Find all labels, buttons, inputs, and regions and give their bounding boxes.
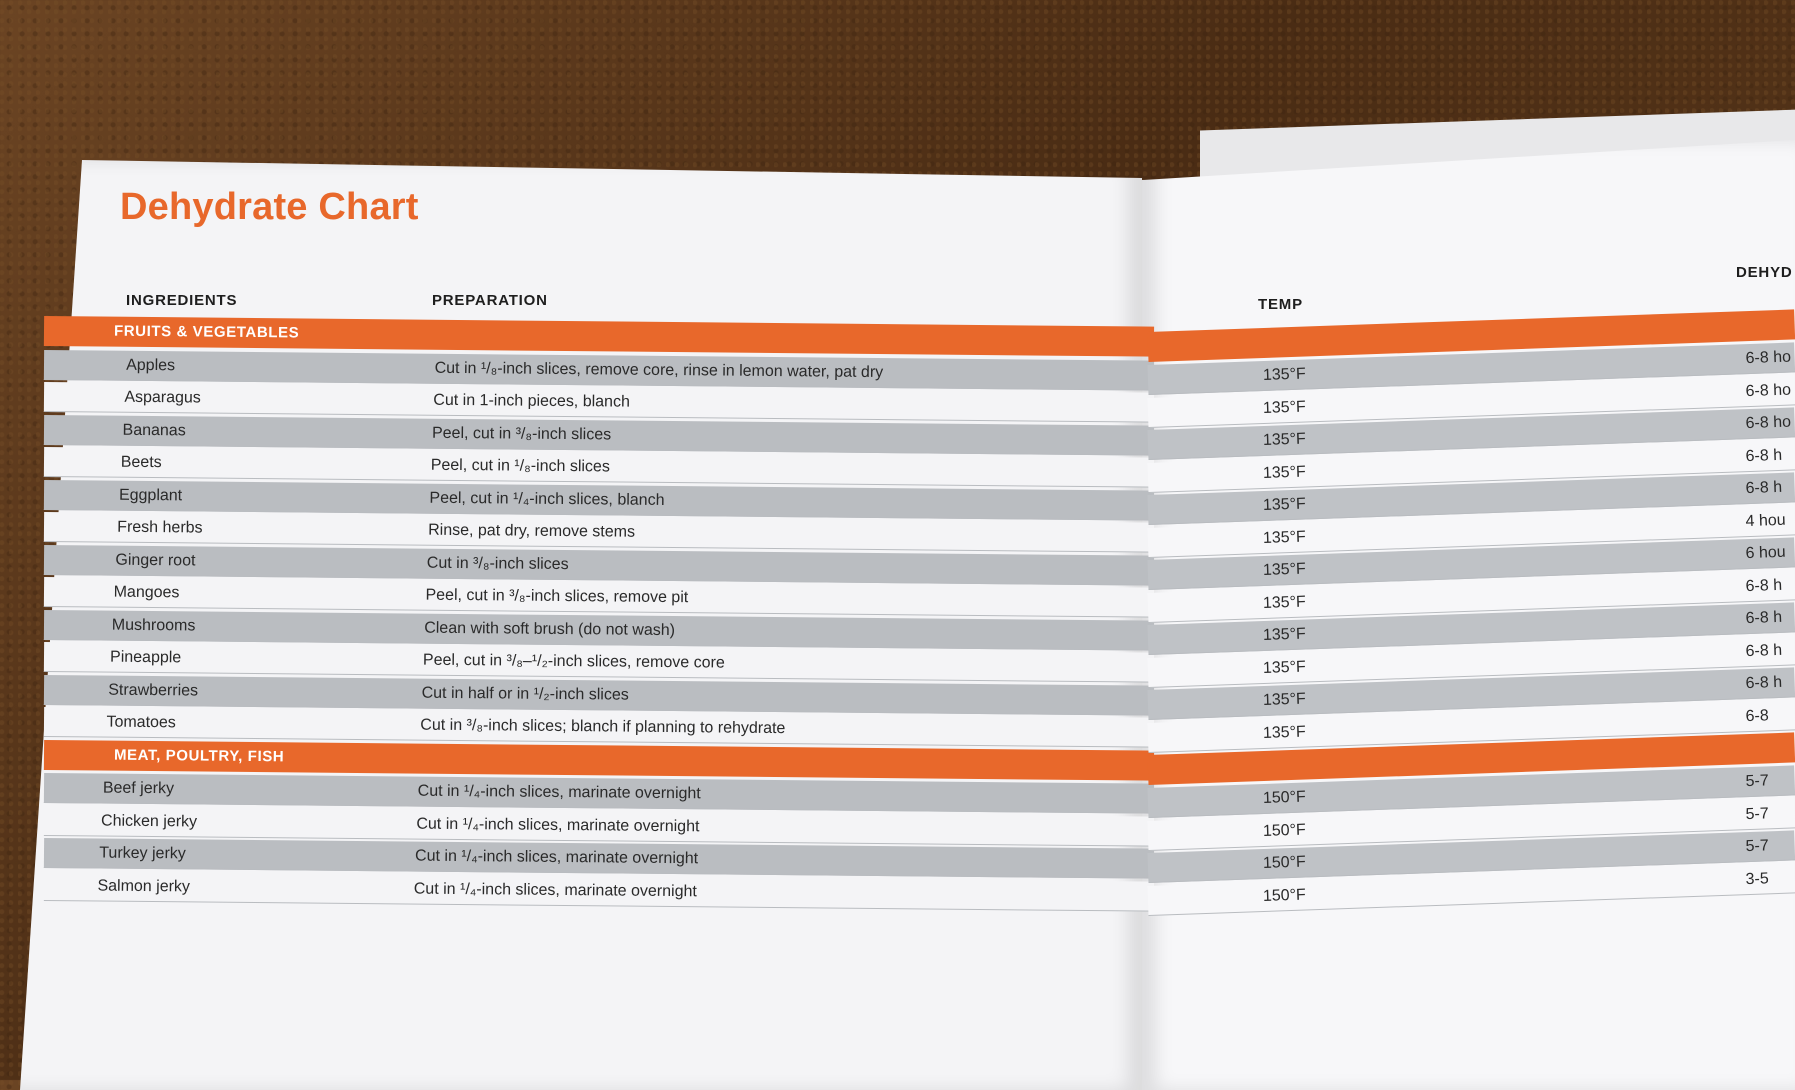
temp-cell: 135°F [1262, 722, 1307, 742]
ingredient-cell: Pineapple [109, 648, 182, 667]
ingredient-cell: Beef jerky [102, 779, 175, 798]
temp-cell: 135°F [1262, 365, 1307, 384]
ingredient-cell: Tomatoes [106, 713, 176, 732]
ingredient-cell: Beets [120, 453, 162, 472]
time-cell: 5-7 [1745, 837, 1770, 856]
temp-cell: 150°F [1262, 788, 1307, 807]
temp-cell: 150°F [1262, 853, 1307, 872]
ingredient-cell: Fresh herbs [117, 518, 203, 537]
time-cell: 6-8 ho [1745, 381, 1792, 400]
ingredient-cell: Mushrooms [111, 616, 196, 634]
header-preparation: PREPARATION [432, 292, 548, 309]
preparation-cell: Peel, cut in ³/₈-inch slices [431, 424, 612, 443]
ingredient-cell: Ginger root [115, 551, 196, 569]
ingredient-cell: Strawberries [108, 681, 199, 699]
time-cell: 6-8 h [1745, 641, 1783, 660]
page-title: Dehydrate Chart [120, 186, 419, 228]
temp-cell: 135°F [1262, 657, 1307, 677]
time-cell: 6-8 [1745, 706, 1770, 725]
temp-cell: 135°F [1262, 462, 1307, 482]
preparation-cell: Cut in half or in ¹/₂-inch slices [421, 684, 629, 704]
time-cell: 6-8 ho [1745, 348, 1792, 368]
ingredient-cell: Mangoes [113, 583, 180, 602]
header-temp: TEMP [1258, 296, 1303, 313]
temp-cell: 150°F [1262, 885, 1307, 905]
preparation-cell: Peel, cut in ¹/₈-inch slices [430, 456, 610, 476]
preparation-cell: Cut in ¹/₄-inch slices, marinate overnight [413, 880, 697, 900]
time-cell: 5-7 [1745, 772, 1770, 791]
preparation-cell: Cut in ³/₈-inch slices; blanch if planning to rehydrate [420, 716, 786, 738]
time-cell: 6 hou [1745, 543, 1786, 563]
temp-cell: 135°F [1262, 397, 1307, 417]
section-title: FRUITS & VEGETABLES [113, 322, 300, 342]
ingredient-cell: Chicken jerky [100, 812, 198, 830]
ingredient-cell: Eggplant [118, 486, 183, 504]
section-title: MEAT, POULTRY, FISH [113, 746, 285, 765]
temp-cell: 135°F [1262, 560, 1307, 579]
time-cell: 6-8 h [1745, 673, 1783, 693]
temp-cell: 150°F [1262, 820, 1307, 840]
time-cell: 6-8 h [1745, 478, 1783, 498]
ingredient-cell: Asparagus [124, 388, 201, 407]
header-ingredients: INGREDIENTS [126, 292, 238, 309]
temp-cell: 135°F [1262, 495, 1307, 514]
ingredient-cell: Turkey jerky [99, 844, 186, 863]
time-cell: 6-8 h [1745, 608, 1783, 628]
preparation-cell: Cut in 1-inch pieces, blanch [433, 391, 630, 411]
temp-cell: 135°F [1262, 527, 1307, 547]
preparation-cell: Peel, cut in ¹/₄-inch slices, blanch [429, 489, 665, 509]
ingredient-cell: Salmon jerky [97, 877, 191, 895]
preparation-cell: Cut in ¹/₄-inch slices, marinate overnight [417, 782, 701, 803]
temp-cell: 135°F [1262, 592, 1307, 612]
header-dehydrate-time: DEHYD [1736, 264, 1793, 281]
time-cell: 4 hou [1745, 511, 1786, 530]
time-cell: 6-8 h [1745, 446, 1783, 465]
temp-cell: 135°F [1262, 430, 1307, 449]
time-cell: 6-8 ho [1745, 413, 1792, 433]
preparation-cell: Rinse, pat dry, remove stems [428, 521, 636, 541]
ingredient-cell: Apples [126, 356, 176, 374]
time-cell: 3-5 [1745, 869, 1770, 888]
temp-cell: 135°F [1262, 625, 1307, 644]
preparation-cell: Cut in ¹/₈-inch slices, remove core, rinse in lemon water, pat dry [434, 359, 884, 381]
time-cell: 6-8 h [1745, 576, 1783, 595]
preparation-cell: Cut in ¹/₄-inch slices, marinate overnight [416, 815, 700, 835]
temp-cell: 135°F [1262, 690, 1307, 709]
preparation-cell: Peel, cut in ³/₈-inch slices, remove pit [425, 586, 689, 607]
preparation-cell: Clean with soft brush (do not wash) [424, 619, 676, 639]
preparation-cell: Cut in ¹/₄-inch slices, marinate overnight [415, 847, 699, 868]
ingredient-cell: Bananas [122, 421, 186, 439]
time-cell: 5-7 [1745, 804, 1770, 823]
preparation-cell: Peel, cut in ³/₈–¹/₂-inch slices, remove core [422, 651, 725, 672]
preparation-cell: Cut in ³/₈-inch slices [426, 554, 569, 573]
